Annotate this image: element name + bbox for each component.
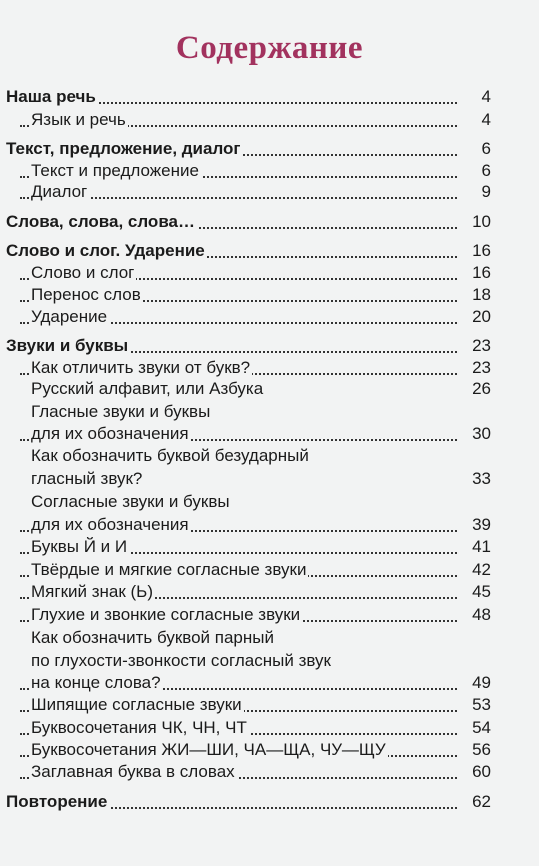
toc-entry [0,335,539,357]
toc-entry [0,401,539,423]
toc-entry [0,717,539,739]
toc-entry-title: Шипящие согласные звуки [31,695,242,714]
toc-entry [0,694,539,716]
toc-entry-title: Повторение [6,792,108,811]
toc-entry-title: Твёрдые и мягкие согласные звуки [31,560,307,579]
toc-page-number: 39 [472,515,491,534]
toc-page-number: 10 [472,212,491,231]
toc-page-number: 23 [472,336,491,355]
toc-entry-title: Слово и слог. Ударение [6,241,205,260]
toc-entry [0,160,539,182]
toc-page-number: 33 [472,469,491,488]
toc-page-number: 23 [472,358,491,377]
toc-page-number: 41 [472,537,491,556]
toc-entry [0,791,539,813]
toc-entry [0,514,539,536]
toc-page-number: 48 [472,605,491,624]
toc-entry [0,559,539,581]
toc-entry-title: Слово и слог [31,263,135,282]
toc-entry [0,739,539,761]
toc-page-number: 20 [472,307,491,326]
toc-page-number: 18 [472,285,491,304]
toc-entry-title: Русский алфавит, или Азбука [31,379,264,398]
toc-entry-title: Как обозначить буквой безударный [31,446,309,465]
toc-entry-title: Ударение [31,307,108,326]
toc-entry [0,138,539,160]
toc-entry-title: Текст, предложение, диалог [6,139,241,158]
toc-page-number: 6 [481,161,491,180]
toc-entry-title: Перенос слов [31,285,141,304]
toc-entry [0,357,539,379]
toc-page-number: 26 [472,379,491,398]
toc-entry-title: Язык и речь [31,110,126,129]
toc-entry [0,211,539,233]
toc-entry-title: Гласные звуки и буквы [31,402,211,421]
toc-entry-title: для их обозначения [31,424,189,443]
toc-entry-title: Текст и предложение [31,161,199,180]
toc-page-number: 4 [481,110,491,129]
toc-entry [0,672,539,694]
toc-entry [0,86,539,108]
toc-page-number: 4 [481,87,491,106]
toc-entry [0,109,539,131]
toc-entry [0,491,539,513]
toc-entry-title: на конце слова? [31,673,161,692]
toc-entry-title: Буквы Й и И [31,537,128,556]
toc-entry [0,378,539,400]
toc-page-number: 60 [472,762,491,781]
toc-page-number: 42 [472,560,491,579]
toc-entry-title: по глухости-звонкости согласный звук [31,651,331,670]
toc-entry [0,627,539,649]
toc-entry [0,423,539,445]
toc-page-number: 49 [472,673,491,692]
toc-page-number: 6 [481,139,491,158]
toc-entry [0,306,539,328]
toc-entry-title: Как отличить звуки от букв? [31,358,251,377]
toc-entry-title: Наша речь [6,87,96,106]
page-title: Содержание [175,30,364,66]
toc-page-number: 62 [472,792,491,811]
toc-page-number: 56 [472,740,491,759]
toc-page-number: 30 [472,424,491,443]
toc-page-number: 9 [481,182,491,201]
toc-entry-title: Согласные звуки и буквы [31,492,230,511]
toc-entry [0,581,539,603]
toc-entry-title: Диалог [31,182,88,201]
toc-entry [0,240,539,262]
toc-entry-title: Глухие и звонкие согласные звуки [31,605,301,624]
toc-entry [0,650,539,672]
toc-entry [0,761,539,783]
toc-page-number: 16 [472,241,491,260]
toc-page-number: 54 [472,718,491,737]
toc-entry-title: Мягкий знак (Ь) [31,582,153,601]
toc-entry-title: Звуки и буквы [6,336,129,355]
toc-entry-title: гласный звук? [31,469,143,488]
toc-entry-title: Как обозначить буквой парный [31,628,274,647]
toc-entry [0,181,539,203]
toc-entry [0,445,539,467]
toc-page-number: 45 [472,582,491,601]
toc-entry [0,468,539,490]
toc-entry [0,262,539,284]
toc-entry-title: Буквосочетания ЖИ—ШИ, ЧА—ЩА, ЧУ—ЩУ [31,740,386,759]
toc-entry [0,604,539,626]
toc-page-number: 53 [472,695,491,714]
toc-entry-title: Заглавная буква в словах [31,762,235,781]
toc-entry [0,284,539,306]
toc-entry-title: для их обозначения [31,515,189,534]
toc-entry-title: Буквосочетания ЧК, ЧН, ЧТ [31,718,247,737]
toc-entry [0,536,539,558]
toc-page-number: 16 [472,263,491,282]
toc-entry-title: Слова, слова, слова… [6,212,196,231]
